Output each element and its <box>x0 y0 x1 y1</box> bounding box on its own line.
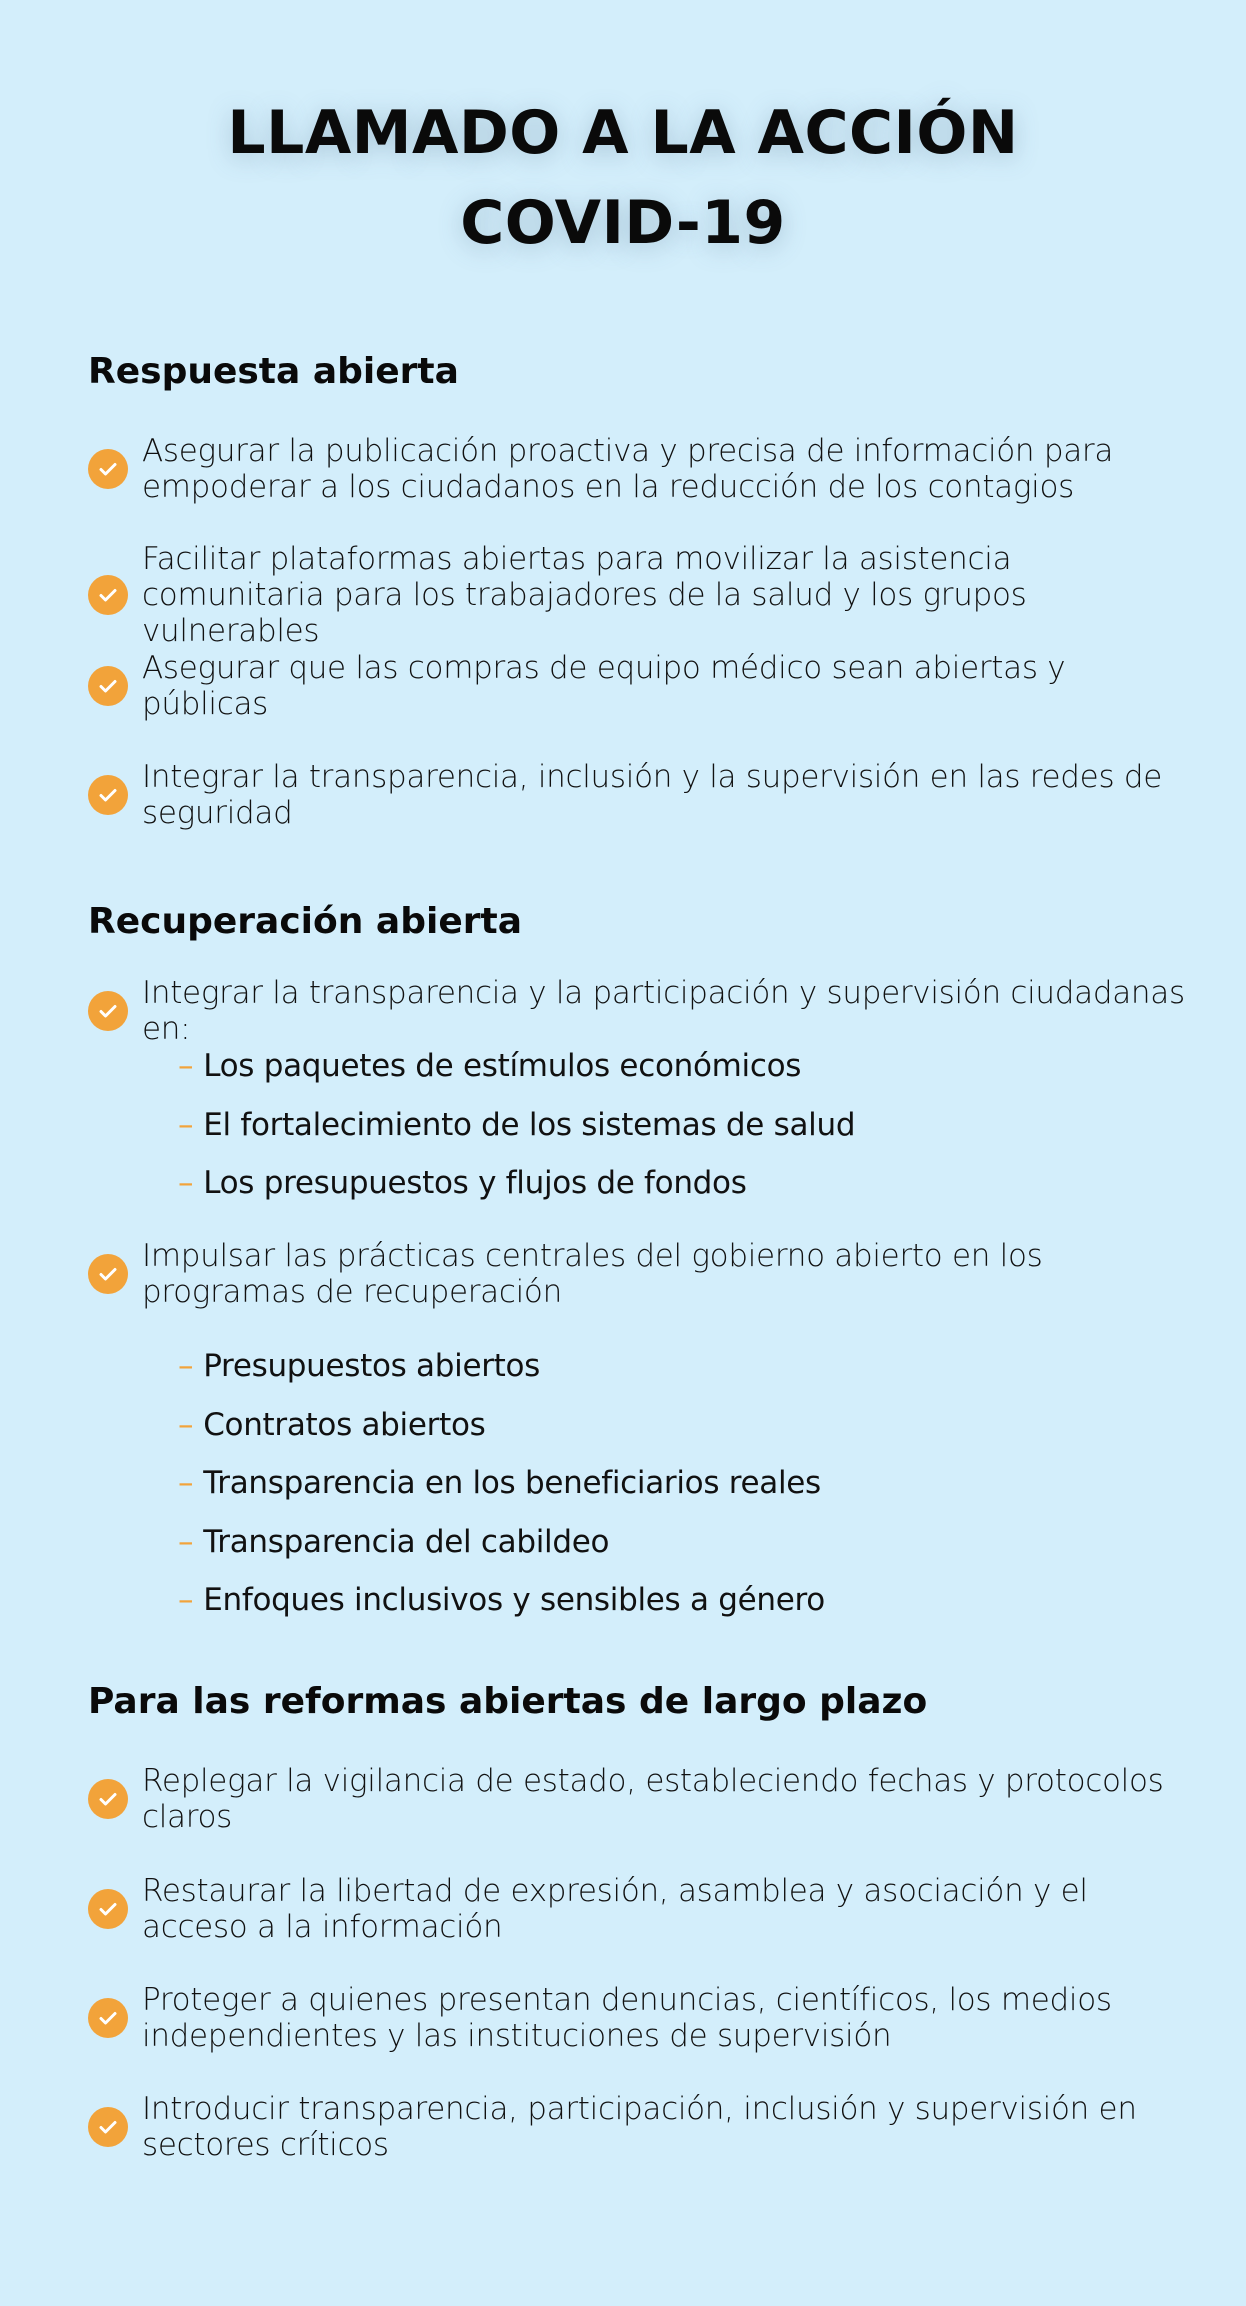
dash-bullet: – <box>178 1048 194 1084</box>
list-item-text: Integrar la transparencia y la participación y supervisión ciudadanas en: <box>142 975 1185 1047</box>
sub-list-item-text: Los presupuestos y flujos de fondos <box>203 1165 747 1201</box>
list-item <box>88 759 1198 831</box>
check-circle-icon <box>88 575 128 615</box>
dash-bullet: – <box>178 1107 194 1143</box>
check-circle-icon <box>88 1998 128 2038</box>
check-circle-icon <box>88 2107 128 2147</box>
check-circle-icon <box>88 1889 128 1929</box>
list-item-text: Impulsar las prácticas centrales del gobierno abierto en los programas de recuperación <box>142 1238 1043 1310</box>
sub-list-item <box>178 1522 609 1562</box>
dash-bullet: – <box>178 1465 194 1501</box>
dash-bullet: – <box>178 1524 194 1560</box>
check-circle-icon <box>88 449 128 489</box>
list-item-text: Asegurar que las compras de equipo médico sean abiertas y públicas <box>142 650 1066 722</box>
sub-list-item-text: Enfoques inclusivos y sensibles a género <box>203 1582 825 1618</box>
list-item-text: Replegar la vigilancia de estado, estableciendo fechas y protocolos claros <box>142 1763 1164 1835</box>
list-item-text: Introducir transparencia, participación, inclusión y supervisión en sectores críticos <box>142 2091 1137 2163</box>
section-heading-reformas: Para las reformas abiertas de largo plazo <box>88 1681 928 1722</box>
list-item-text: Facilitar plataformas abiertas para movilizar la asistencia comunitaria para los trabajadores de la salud y los grupos vulnerables <box>142 541 1027 649</box>
section-heading-respuesta: Respuesta abierta <box>88 351 459 392</box>
dash-bullet: – <box>178 1348 194 1384</box>
sub-list-item-text: Los paquetes de estímulos económicos <box>203 1048 802 1084</box>
check-circle-icon <box>88 991 128 1031</box>
check-circle-icon <box>88 1254 128 1294</box>
check-circle-icon <box>88 1779 128 1819</box>
dash-bullet: – <box>178 1165 194 1201</box>
title-line-2: COVID-19 <box>460 188 786 258</box>
list-item-text: Asegurar la publicación proactiva y precisa de información para empoderar a los ciudadanos en la reducción de los contagios <box>142 433 1114 505</box>
sub-list-item <box>178 1405 485 1445</box>
sub-list-item-text: El fortalecimiento de los sistemas de salud <box>203 1107 856 1143</box>
sub-list-item-text: Transparencia en los beneficiarios reales <box>203 1465 821 1501</box>
list-item-text: Integrar la transparencia, inclusión y la supervisión en las redes de seguridad <box>142 759 1163 831</box>
sub-list-item-text: Contratos abiertos <box>203 1407 486 1443</box>
page-title <box>0 88 1246 268</box>
title-line-1: LLAMADO A LA ACCIÓN <box>227 98 1019 168</box>
sub-list-item <box>178 1105 855 1145</box>
sub-list-item <box>178 1046 801 1086</box>
sub-list-item-text: Presupuestos abiertos <box>203 1348 541 1384</box>
sub-list-item <box>178 1580 825 1620</box>
list-item <box>88 433 1198 505</box>
list-item <box>88 975 1198 1047</box>
list-item <box>88 1238 1198 1310</box>
list-item <box>88 541 1198 649</box>
list-item-text: Restaurar la libertad de expresión, asamblea y asociación y el acceso a la información <box>142 1873 1088 1945</box>
list-item <box>88 1763 1198 1835</box>
sub-list-item <box>178 1346 540 1386</box>
check-circle-icon <box>88 775 128 815</box>
section-heading-recuperacion: Recuperación abierta <box>88 901 522 942</box>
list-item <box>88 1873 1198 1945</box>
list-item-text: Proteger a quienes presentan denuncias, científicos, los medios independientes y las instituciones de supervisión <box>142 1982 1112 2054</box>
sub-list-item <box>178 1163 747 1203</box>
list-item <box>88 1982 1198 2054</box>
list-item <box>88 2091 1198 2163</box>
dash-bullet: – <box>178 1582 194 1618</box>
list-item <box>88 650 1198 722</box>
sub-list-item <box>178 1463 821 1503</box>
check-circle-icon <box>88 666 128 706</box>
sub-list-item-text: Transparencia del cabildeo <box>203 1524 610 1560</box>
dash-bullet: – <box>178 1407 194 1443</box>
